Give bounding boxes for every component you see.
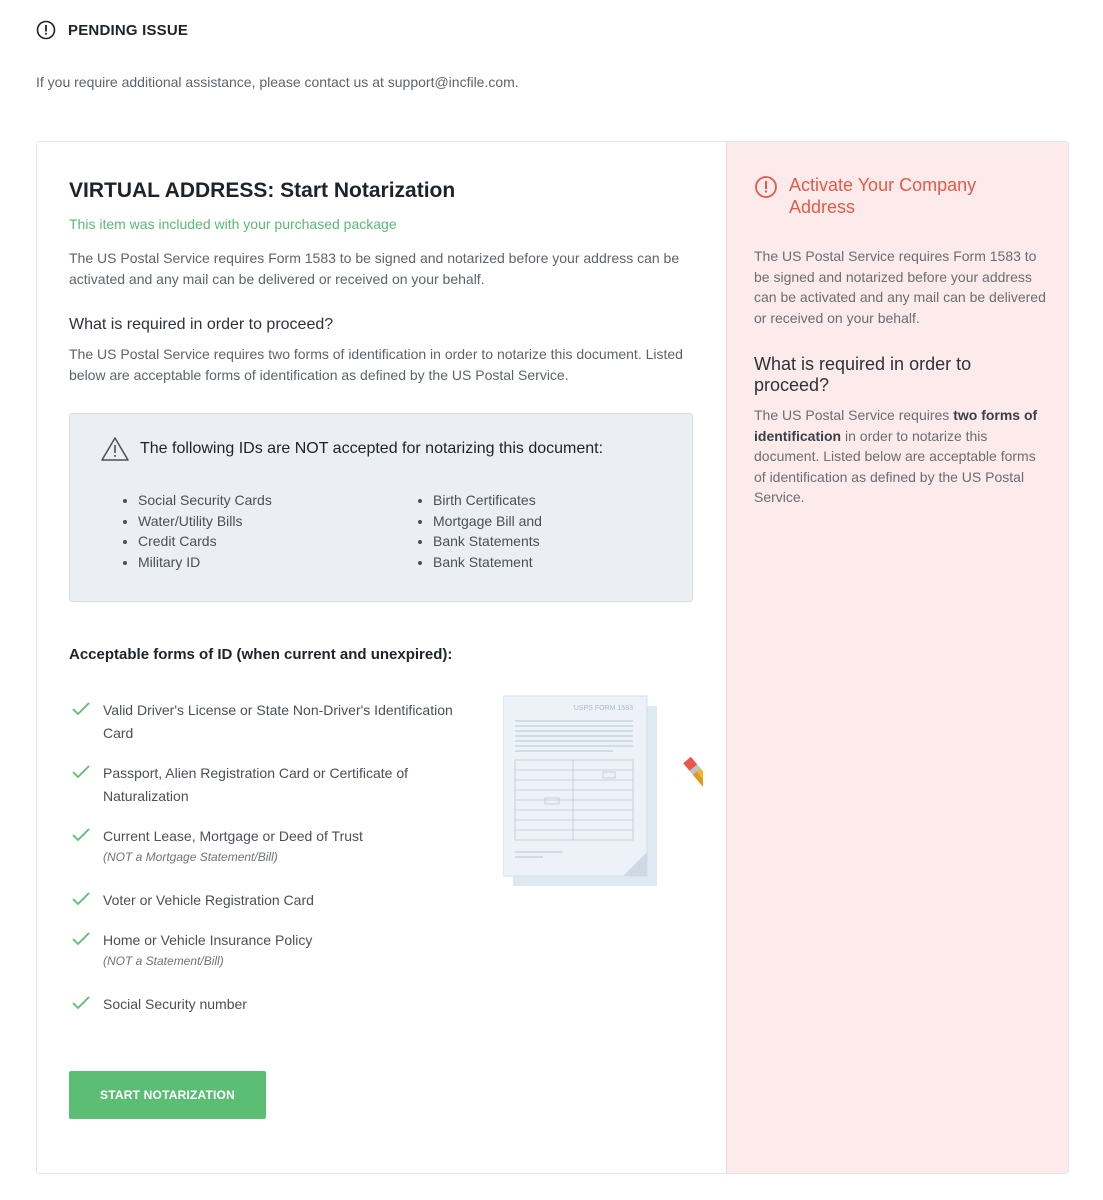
list-item: • Mortgage Bill and [433,511,542,532]
form-1583-illustration [503,694,703,889]
alert-circle-icon [36,20,56,40]
check-icon [71,764,91,780]
list-item: • Birth Certificates [433,490,542,511]
acceptable-id-item [71,762,471,808]
list-item: • Water/Utility Bills [138,511,272,532]
page-title: VIRTUAL ADDRESS: Start Notarization [69,179,456,202]
required-text: The US Postal Service requires two forms of identification in order to notarize this document. Listed below are acceptable forms of identification as defined by the US Postal Service. [69,346,683,383]
not-accepted-list-left [118,490,272,572]
activate-company-sidebar [726,142,1068,1173]
sidebar-required-bold: two forms of identification [754,407,1038,444]
list-item: • Bank Statement [433,552,542,573]
warning-triangle-icon [100,436,130,462]
acceptable-id-note: (NOT a Statement/Bill) [103,954,224,968]
sidebar-required-text [754,405,1050,508]
pending-issue-header [36,20,188,40]
start-notarization-button[interactable]: START NOTARIZATION [69,1071,266,1119]
support-text: If you require additional assistance, please contact us at support@incfile.com. [36,74,519,90]
acceptable-id-item [71,825,471,866]
check-icon [71,995,91,1011]
not-accepted-title: The following IDs are NOT accepted for notarizing this document: [140,440,604,457]
check-icon [71,891,91,907]
not-accepted-list-right [413,490,542,572]
acceptable-id-item [71,929,471,970]
not-accepted-box [69,413,693,602]
acceptable-id-label: Current Lease, Mortgage or Deed of Trust [103,828,363,844]
list-item: • Credit Cards [138,531,272,552]
acceptable-id-item [71,699,471,745]
required-heading: What is required in order to proceed? [69,316,334,333]
acceptable-id-label: Passport, Alien Registration Card or Certificate of Naturalization [103,765,409,804]
check-icon [71,701,91,717]
check-icon [71,931,91,947]
sidebar-required-post: in order to notarize this document. Listed below are acceptable forms of identification as defined by the US Postal Service. [754,427,1036,505]
list-item: • Military ID [138,552,272,573]
card-main-panel [37,142,726,1173]
list-item: • Bank Statements [433,531,542,552]
acceptable-id-label: Voter or Vehicle Registration Card [103,892,314,908]
intro-text: The US Postal Service requires Form 1583 to be signed and notarized before your address can be activated and any mail can be delivered or received on your behalf. [69,250,680,287]
form-label: USPS FORM 1583 [573,705,633,712]
pending-issue-title: PENDING ISSUE [68,21,189,39]
not-accepted-header [100,436,603,462]
list-item: • Social Security Cards [138,490,272,511]
notarization-card [36,141,1069,1174]
sidebar-required-heading: What is required in order to proceed? [754,354,972,395]
sidebar-required-pre: The US Postal Service requires [754,407,954,423]
sidebar-intro: The US Postal Service requires Form 1583 to be signed and notarized before your address can be activated and any mail can be delivered or received on your behalf. [754,248,1046,326]
acceptable-id-label: Valid Driver's License or State Non-Driver's Identification Card [103,702,453,741]
sidebar-header [754,174,999,218]
alert-circle-icon [754,175,778,199]
included-note: This item was included with your purchased package [69,216,397,232]
sidebar-title: Activate Your Company Address [789,175,977,217]
check-icon [71,827,91,843]
acceptable-id-label: Home or Vehicle Insurance Policy [103,932,313,948]
acceptable-id-item [71,993,471,1016]
acceptable-ids-title: Acceptable forms of ID (when current and unexpired): [69,646,453,663]
acceptable-id-note: (NOT a Mortgage Statement/Bill) [103,850,278,864]
acceptable-id-label: Social Security number [103,996,247,1012]
acceptable-id-item [71,889,471,912]
